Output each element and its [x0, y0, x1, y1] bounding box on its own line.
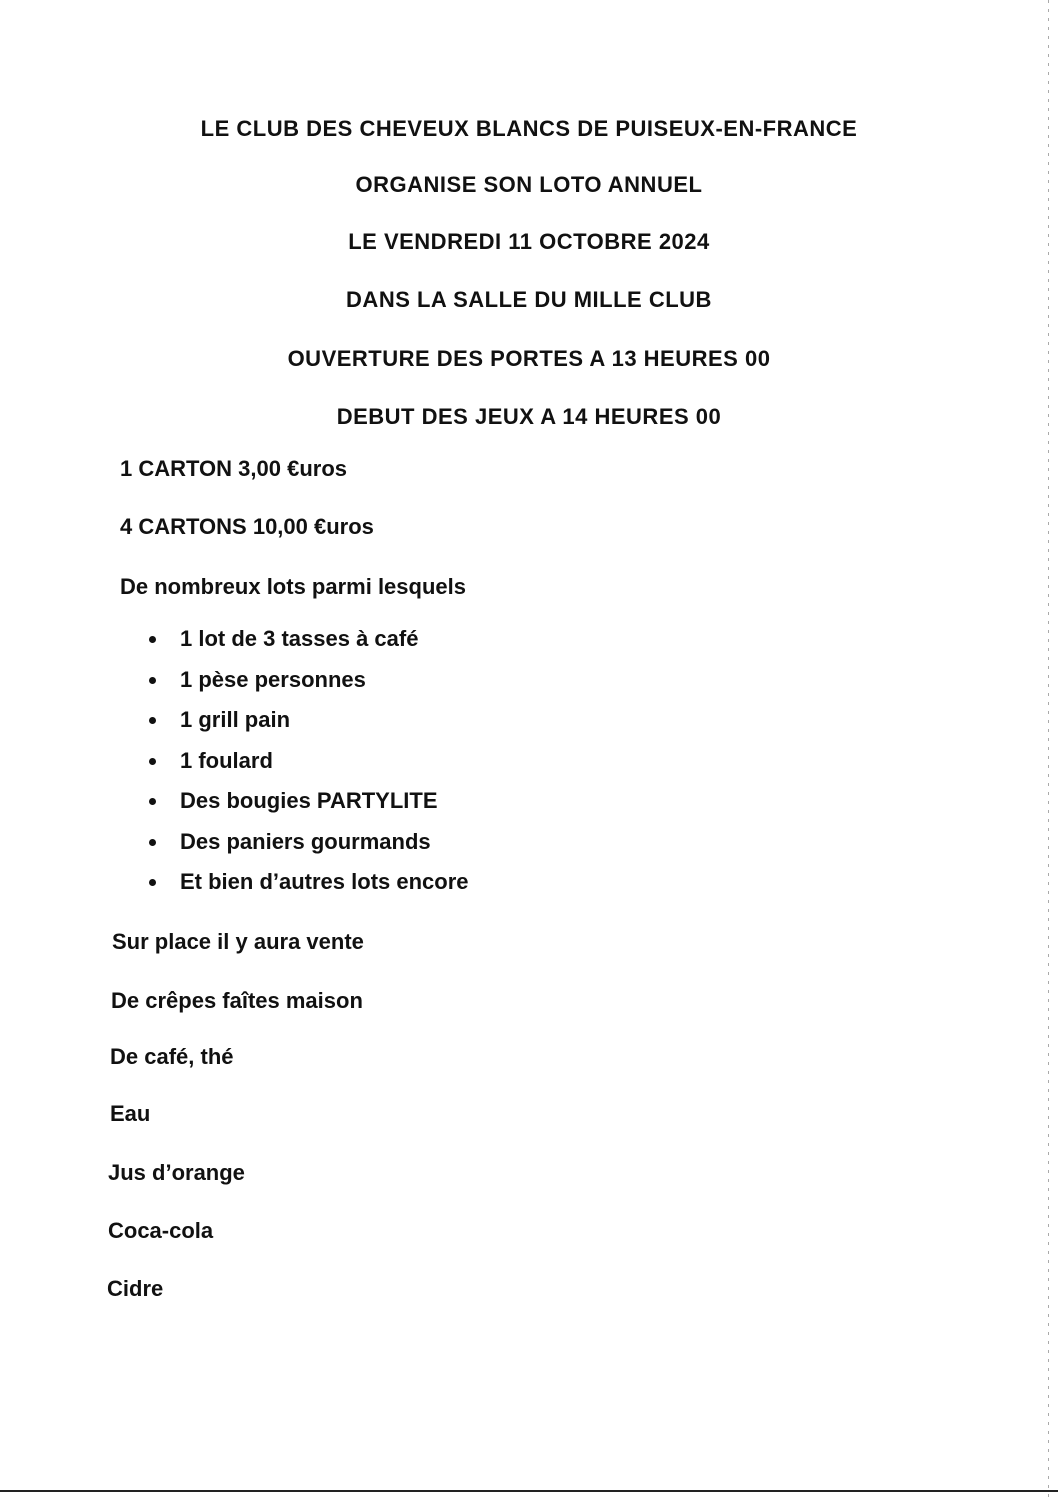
lot-label: Des bougies PARTYLITE — [180, 788, 438, 813]
event-date: LE VENDREDI 11 OCTOBRE 2024 — [348, 229, 710, 254]
list-item — [142, 707, 469, 748]
price-four-cards: 4 CARTONS 10,00 €uros — [120, 514, 374, 539]
lot-label: 1 grill pain — [180, 707, 291, 732]
bullet-icon — [149, 839, 156, 846]
lots-intro: De nombreux lots parmi lesquels — [120, 574, 466, 599]
sale-item-water: Eau — [110, 1101, 151, 1126]
bullet-icon — [149, 636, 156, 643]
event-announcement: ORGANISE SON LOTO ANNUEL — [355, 172, 703, 197]
event-venue: DANS LA SALLE DU MILLE CLUB — [346, 287, 712, 312]
scan-edge — [1048, 0, 1049, 1497]
sale-item-crepes: De crêpes faîtes maison — [111, 988, 363, 1013]
bullet-icon — [149, 798, 156, 805]
list-item — [142, 748, 469, 789]
sale-item-coca-cola: Coca-cola — [108, 1218, 214, 1243]
list-item — [142, 667, 469, 708]
lot-label: 1 foulard — [180, 747, 273, 773]
list-item — [142, 869, 469, 910]
bullet-icon — [149, 879, 156, 886]
list-item — [142, 829, 469, 870]
lot-label: 1 lot de 3 tasses à café — [180, 626, 419, 651]
lot-label: Et bien d’autres lots encore — [180, 869, 469, 894]
list-item — [142, 626, 469, 667]
bottom-border — [0, 1490, 1058, 1492]
bullet-icon — [149, 758, 156, 765]
list-item — [142, 788, 469, 829]
lot-label: Des paniers gourmands — [180, 828, 431, 854]
lots-list — [142, 626, 469, 910]
sale-item-coffee-tea: De café, thé — [110, 1044, 234, 1069]
sale-item-orange-juice: Jus d’orange — [108, 1160, 245, 1185]
lot-label: 1 pèse personnes — [180, 666, 366, 692]
sale-item-cider: Cidre — [107, 1276, 164, 1301]
doors-open-time: OUVERTURE DES PORTES A 13 HEURES 00 — [287, 346, 771, 371]
games-start-time: DEBUT DES JEUX A 14 HEURES 00 — [336, 404, 722, 429]
sale-intro: Sur place il y aura vente — [112, 929, 364, 954]
bullet-icon — [149, 677, 156, 684]
bullet-icon — [149, 717, 156, 724]
club-title: LE CLUB DES CHEVEUX BLANCS DE PUISEUX-EN-FRANCE — [200, 116, 858, 141]
price-one-card: 1 CARTON 3,00 €uros — [120, 456, 348, 481]
